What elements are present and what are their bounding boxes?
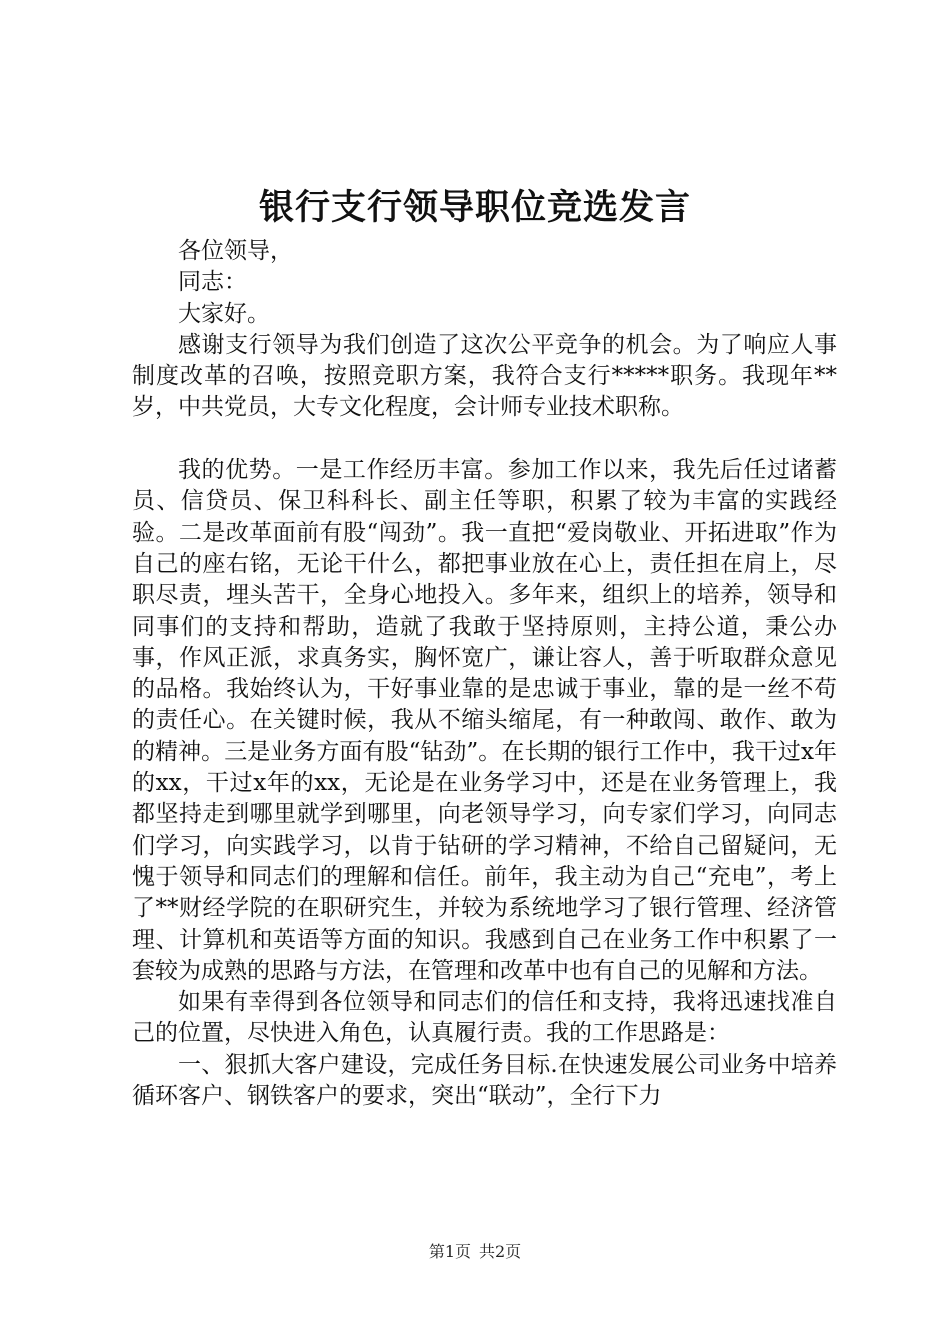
- document-body: [132, 236, 837, 1112]
- salutation-leaders: 各位领导，: [178, 238, 293, 264]
- page-total: 共2页: [479, 1242, 522, 1261]
- paragraph-strengths: 我的优势。一是工作经历丰富。参加工作以来，我先后任过诸蓄员、信贷员、保卫科科长、副主任等职，积累了较为丰富的实践经验。二是改革面前有股“闯劲”。我一直把“爱岗敬业、开拓进取”作为自己的座右铭，无论干什么，都把事业放在心上，责任担在肩上，尽职尽责，埋头苦干，全身心地投入。多年来，组织上的培养，领导和同事们的支持和帮助，造就了我敢于坚持原则，主持公道，秉公办事，作风正派，求真务实，胸怀宽广，谦让容人，善于听取群众意见的品格。我始终认为，干好事业靠的是忠诚于事业，靠的是一丝不苟的责任心。在关键时候，我从不缩头缩尾，有一种敢闯、敢作、敢为的精神。三是业务方面有股“钻劲”。在长期的银行工作中，我干过x年的xx，干过x年的xx，无论是在业务学习中，还是在业务管理上，我都坚持走到哪里就学到哪里，向老领导学习，向专家们学习，向同志们学习，向实践学习，以肯于钻研的学习精神，不给自己留疑问，无愧于领导和同志们的理解和信任。前年，我主动为自己“充电”，考上了**财经学院的在职研究生，并较为系统地学习了银行管理、经济管理、计算机和英语等方面的知识。我感到自己在业务工作中积累了一套较为成熟的思路与方法，在管理和改革中也有自己的见解和方法。: [132, 457, 837, 984]
- paragraph-item-one: 一、狠抓大客户建设，完成任务目标.在快速发展公司业务中培养循环客户、钢铁客户的要求，突出“联动”，全行下力: [132, 1051, 837, 1110]
- page-number: 第1页: [428, 1242, 471, 1261]
- paragraph-intro: 感谢支行领导为我们创造了这次公平竞争的机会。为了响应人事制度改革的召唤，按照竞职方案，我符合支行*****职务。我现年**岁，中共党员，大专文化程度，会计师专业技术职称。: [132, 331, 837, 421]
- page-footer: [0, 1242, 950, 1262]
- document-title: 银行支行领导职位竞选发言: [258, 187, 691, 228]
- blank-line: [132, 424, 837, 455]
- salutation-comrades: 同志：: [178, 269, 247, 296]
- paragraph-plan: 如果有幸得到各位领导和同志们的信任和支持，我将迅速找准自己的位置，尽快进入角色，认真履行责。我的工作思路是：: [132, 989, 837, 1047]
- greeting: 大家好。: [178, 300, 270, 327]
